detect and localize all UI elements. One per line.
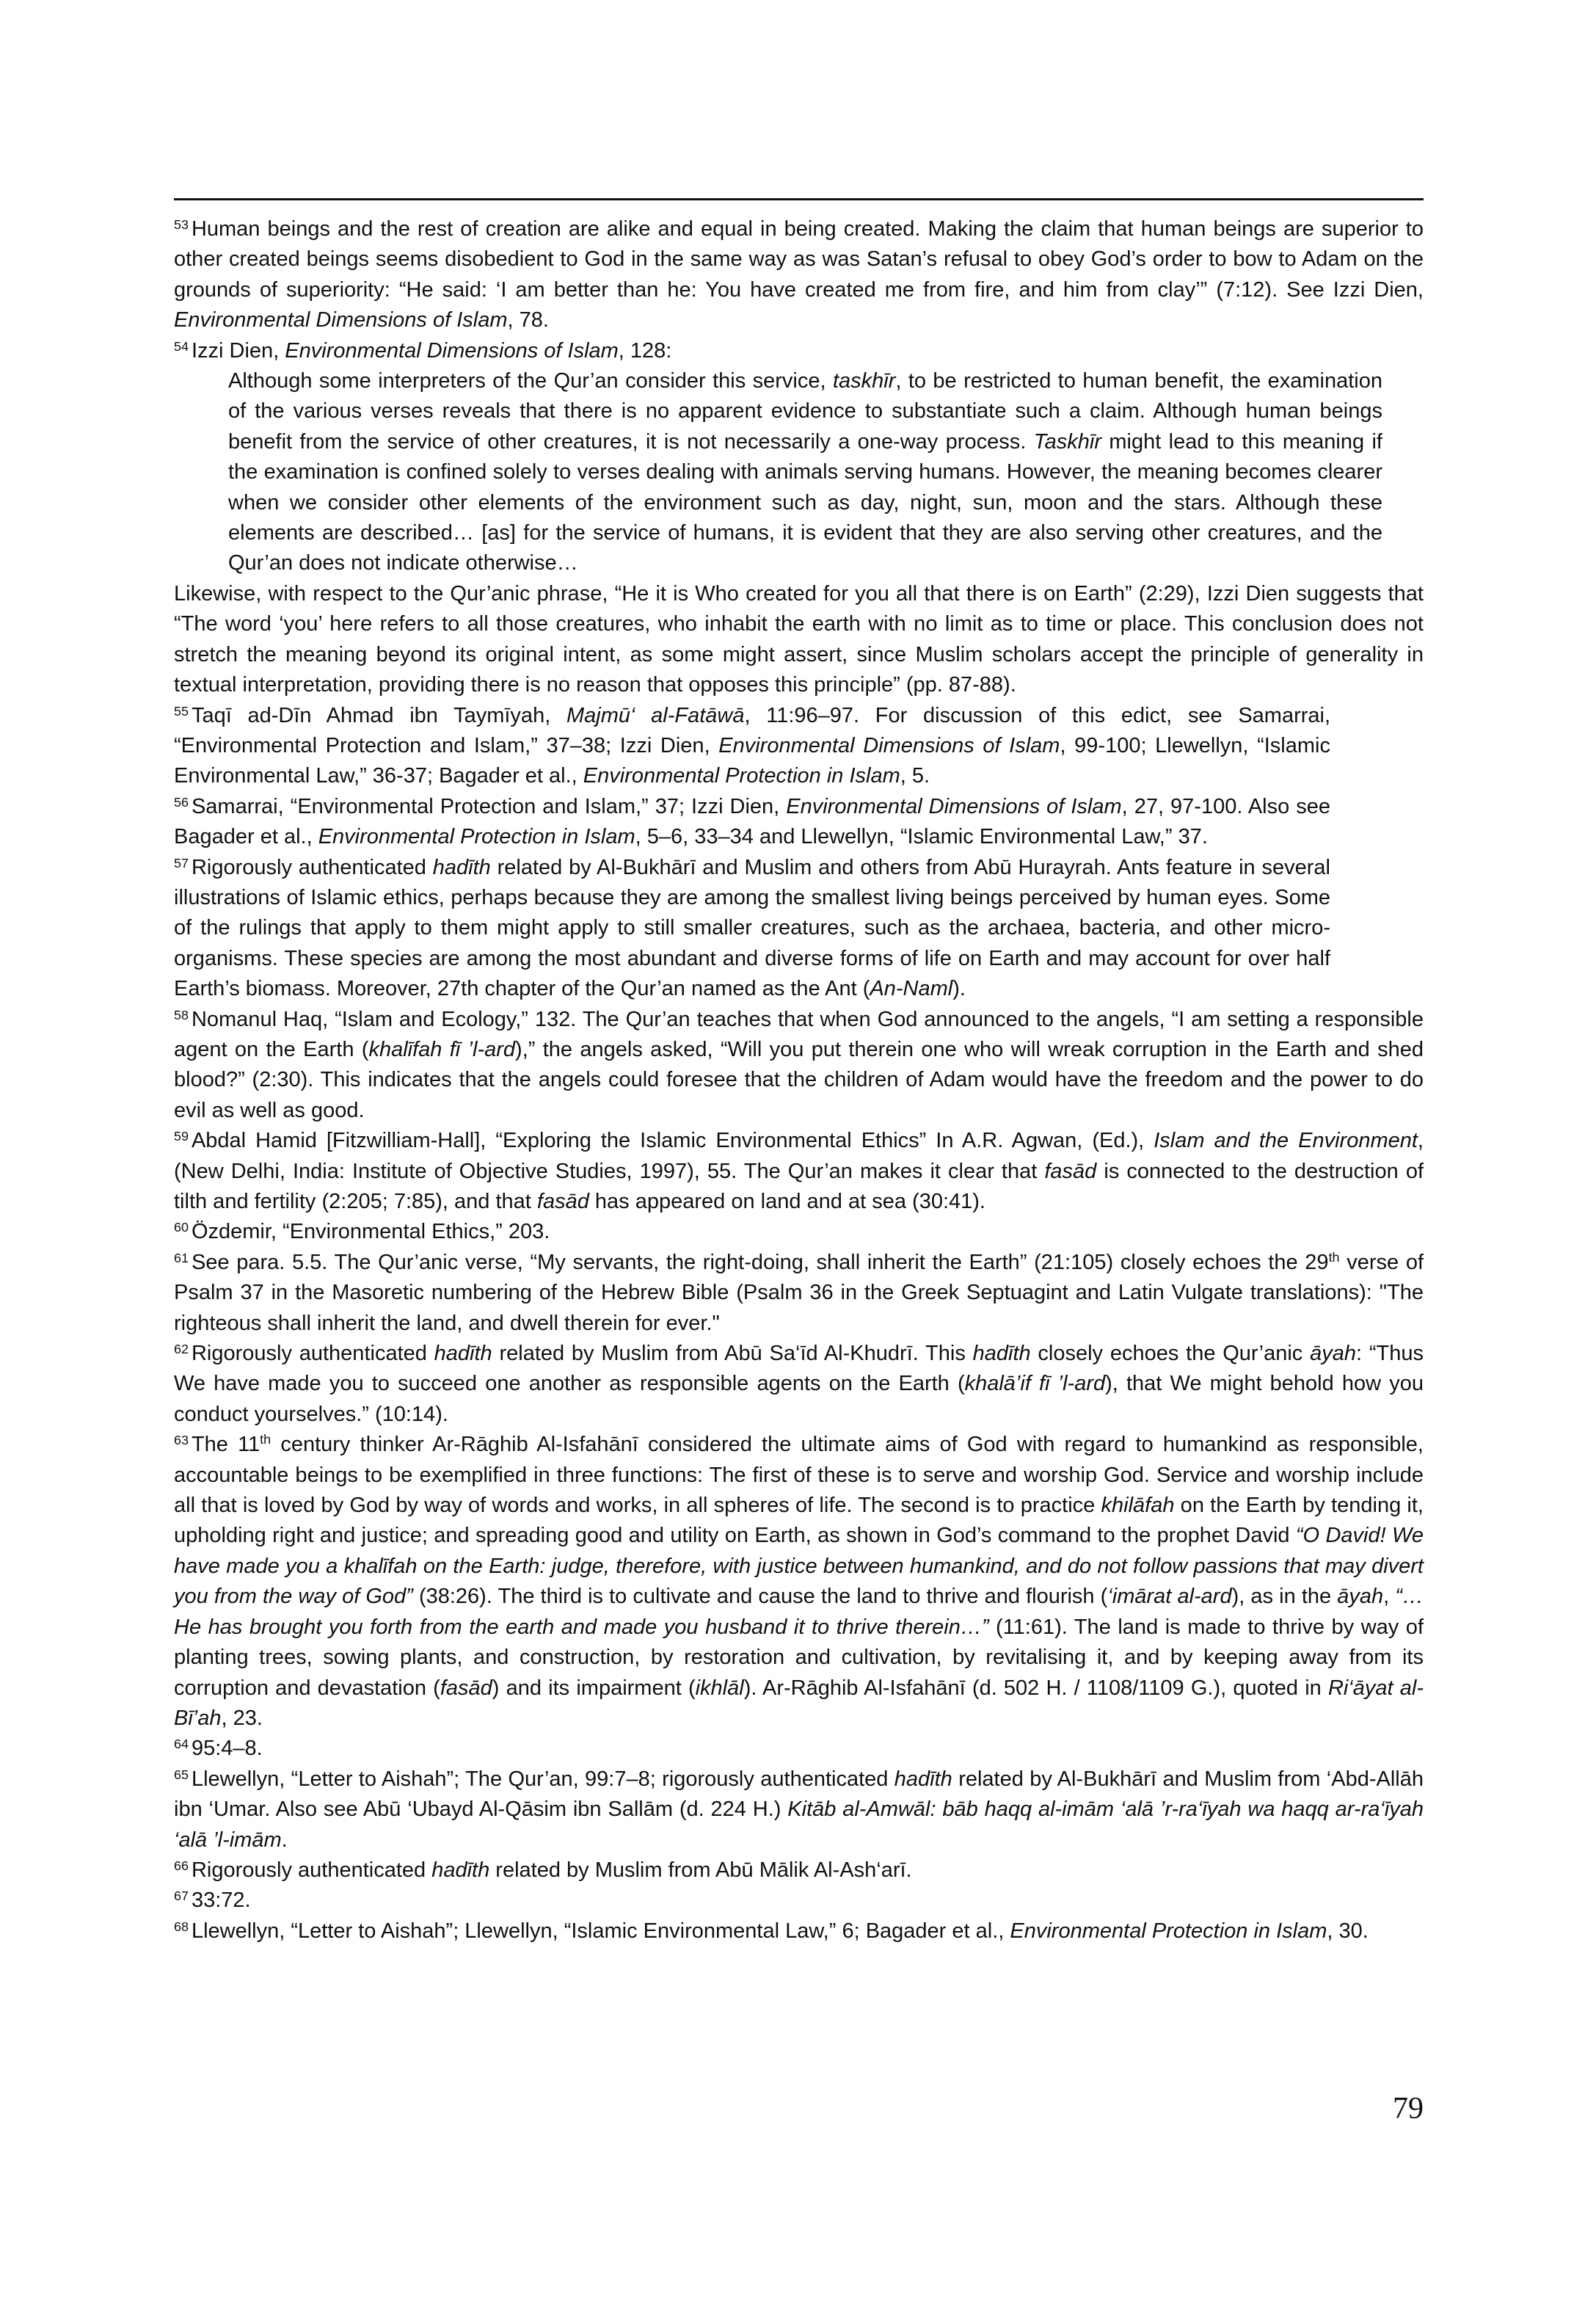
footnote-text: [174, 1916, 1424, 1946]
footnote-number: 64: [174, 1737, 189, 1752]
italic-text-run: fasād: [440, 1676, 492, 1700]
footnote-text: [174, 1005, 1424, 1127]
block-quote: [228, 366, 1382, 579]
text-run: Özdemir, “Environmental Ethics,” 203.: [191, 1220, 550, 1244]
text-run: Izzi Dien,: [191, 338, 285, 363]
superscript-text: th: [1328, 1249, 1340, 1265]
italic-text-run: Environmental Dimensions of Islam: [285, 338, 619, 363]
italic-text-run: ikhlāl: [695, 1676, 744, 1700]
footnote-63: [174, 1430, 1424, 1734]
footnote-text: [174, 701, 1330, 792]
italic-text-run: fasād: [536, 1190, 589, 1213]
text-run: : “Thus We have made you to succeed one another as responsible agents on the Earth (: [174, 1342, 1424, 1396]
footnote-text: [174, 1886, 1424, 1916]
footnote-number: 66: [174, 1858, 189, 1873]
footnote-text: [174, 336, 1424, 366]
text-run: , 78.: [507, 308, 549, 332]
text-run: (38:26). The third is to cultivate and cause the land to thrive and flourish (: [412, 1585, 1108, 1609]
footnote-text: [174, 1855, 1424, 1886]
footnote-separator: [174, 198, 1424, 200]
italic-text-run: āyah: [1337, 1585, 1384, 1609]
footnote-text: [174, 1126, 1424, 1217]
footnote-58: [174, 1005, 1424, 1127]
text-run: , 30.: [1327, 1919, 1369, 1943]
footnote-text: [174, 1764, 1424, 1855]
text-run: related by Al-Bukhārī and Muslim from ‘Abd-Allāh ibn ‘Umar. Also see Abū ‘Ubayd Al-Qāsim ibn Sallām (d. 224 H.): [174, 1767, 1424, 1822]
text-run: ,: [1383, 1585, 1396, 1609]
footnote-text: [174, 1734, 1424, 1764]
footnote-53: [174, 214, 1424, 336]
italic-text-run: Majmū‘ al-Fatāwā: [566, 703, 745, 727]
footnote-number: 56: [174, 794, 189, 810]
footnote-55: [174, 701, 1330, 792]
footnote-62: [174, 1339, 1424, 1430]
text-run: Rigorously authenticated: [191, 1858, 432, 1882]
text-run: Nomanul Haq, “Islam and Ecology,” 132. The Qur’an teaches that when God announced to the angels, “I am setting a responsible agent on the Earth (: [174, 1007, 1424, 1061]
footnote-list: [174, 214, 1424, 1946]
footnote-text: [174, 792, 1330, 853]
footnote-number: 55: [174, 703, 189, 719]
italic-text-run: hadīth: [972, 1342, 1031, 1366]
footnote-number: 57: [174, 855, 189, 870]
italic-text-run: Environmental Dimensions of Islam: [786, 794, 1122, 818]
italic-text-run: “O David! We have made you a khalīfah on the Earth: judge, therefore, with justice between humankind, and do not follow passions that may divert you from the way of God”: [174, 1524, 1424, 1609]
italic-text-run: Environmental Protection in Islam: [583, 764, 900, 788]
text-run: Human beings and the rest of creation are alike and equal in being created. Making the claim that human beings are superior to other created beings seems disobedient to God in the same way as was Satan’s refusal to obey God’s order to bow to Adam on the grounds of superiority: “He said: ‘I am better than he: You have created me from fire, and him from clay’” (7:12). See Izzi Dien,: [174, 217, 1424, 302]
text-run: Rigorously authenticated: [191, 855, 433, 879]
italic-text-run: ‘imārat al-ard: [1107, 1585, 1232, 1609]
text-run: , 5–6, 33–34 and Llewellyn, “Islamic Environmental Law,” 37.: [635, 825, 1208, 849]
italic-text-run: khilāfah: [1101, 1494, 1175, 1518]
footnote-60: [174, 1217, 1424, 1247]
text-run: 33:72.: [191, 1889, 251, 1913]
text-run: , (New Delhi, India: Institute of Objective Studies, 1997), 55. The Qur’an makes it clear that: [174, 1129, 1424, 1183]
text-run: Taqī ad-Dīn Ahmad ibn Taymīyah,: [191, 703, 566, 727]
italic-text-run: khalīfah fī ’l-ard: [368, 1037, 516, 1061]
italic-text-run: Environmental Dimensions of Islam: [174, 308, 508, 332]
footnote-65: [174, 1764, 1424, 1855]
footnote-text: [174, 214, 1424, 336]
footnote-text: [174, 853, 1330, 1005]
text-run: on the Earth by tending it, upholding right and justice; and spreading good and utility on Earth, as shown in God’s command to the prophet David: [174, 1494, 1424, 1548]
footnote-56: [174, 792, 1330, 853]
text-run: related by Muslim from Abū Mālik Al-Ash‘arī.: [489, 1858, 912, 1882]
footnote-68: [174, 1916, 1424, 1946]
text-run: (11:61). The land is made to thrive by way of planting trees, sowing plants, and construction, by restoration and cultivation, by revitalising it, and by keeping away from its corruption and devastation (: [174, 1615, 1424, 1700]
text-run: Llewellyn, “Letter to Aishah”; The Qur’an, 99:7–8; rigorously authenticated: [191, 1767, 894, 1791]
text-run: ). Ar-Rāghib Al-Isfahānī (d. 502 H. / 1108/1109 G.), quoted in: [743, 1676, 1328, 1700]
text-run: is connected to the destruction of tilth and fertility (2:205; 7:85), and that: [174, 1159, 1424, 1213]
footnote-number: 68: [174, 1919, 189, 1934]
text-run: century thinker Ar-Rāghib Al-Isfahānī considered the ultimate aims of God with regard to humankind as responsible, accountable beings to be exemplified in three functions: The first of these is to serve and worship God. Service and worship include all that is loved by God by way of words and works, in all spheres of life. The second is to practice: [174, 1433, 1424, 1518]
text-run: , 128:: [618, 338, 672, 363]
text-run: related by Al-Bukhārī and Muslim and others from Abū Hurayrah. Ants feature in several illustrations of Islamic ethics, perhaps because they are among the smallest living beings perceived by human eyes. Some of the rulings that apply to them might apply to still smaller creatures, such as the archaea, bacteria, and other micro-organisms. These species are among the most abundant and diverse forms of life on Earth and may account for over half Earth’s biomass. Moreover, 27th chapter of the Qur’an named as the Ant (: [174, 855, 1330, 1001]
italic-text-run: An-Naml: [870, 977, 953, 1001]
text-run: ).: [952, 977, 966, 1001]
text-run: , 99-100; Llewellyn, “Islamic Environmental Law,” 36-37; Bagader et al.,: [174, 733, 1330, 788]
footnote-64: [174, 1734, 1424, 1764]
page-number: 79: [1393, 2092, 1424, 2126]
text-run: Although some interpreters of the Qur’an consider this service,: [228, 369, 833, 393]
text-run: ), that We might behold how you conduct yourselves.” (10:14).: [174, 1372, 1424, 1426]
italic-text-run: Environmental Protection in Islam: [1010, 1919, 1327, 1943]
italic-text-run: Taskhīr: [1033, 429, 1102, 454]
text-run: has appeared on land and at sea (30:41).: [589, 1190, 985, 1213]
italic-text-run: taskhīr: [832, 369, 896, 393]
text-run: closely echoes the Qur’anic: [1030, 1342, 1311, 1366]
footnote-59: [174, 1126, 1424, 1217]
footnote-66: [174, 1855, 1424, 1886]
footnote-text: [174, 1248, 1424, 1339]
italic-text-run: hadīth: [432, 855, 491, 879]
text-run: , 27, 97-100. Also see Bagader et al.,: [174, 794, 1331, 849]
italic-text-run: khalā’if fī ’l-ard: [964, 1372, 1106, 1396]
text-run: Samarrai, “Environmental Protection and Islam,” 37; Izzi Dien,: [191, 794, 787, 818]
text-run: See para. 5.5. The Qur’anic verse, “My servants, the right-doing, shall inherit the Earth” (21:105) closely echoes the 29: [191, 1250, 1329, 1274]
text-run: .: [281, 1828, 288, 1852]
text-run: ), as in the: [1231, 1585, 1338, 1609]
footnote-number: 60: [174, 1220, 189, 1235]
text-run: , 5.: [900, 764, 930, 788]
text-run: verse of Psalm 37 in the Masoretic numbering of the Hebrew Bible (Psalm 36 in the Greek Septuagint and Latin Vulgate translations): "The righteous shall inherit the land, and dwell therein for ever.": [174, 1250, 1424, 1335]
footnote-57: [174, 853, 1330, 1005]
footnote-54: [174, 336, 1424, 701]
footnote-paragraph: [174, 579, 1424, 701]
text-run: ) and its impairment (: [492, 1676, 696, 1700]
italic-text-run: Environmental Protection in Islam: [318, 825, 635, 849]
text-run: might lead to this meaning if the examination is confined solely to verses dealing with animals serving humans. However, the meaning becomes clearer when we consider other elements of the environment such as day, night, sun, moon and the stars. Although these elements are described… [as] for the service of humans, it is evident that they are also serving other creatures, and the Qur’an does not indicate otherwise…: [228, 429, 1382, 575]
italic-text-run: hadīth: [894, 1767, 952, 1791]
footnote-number: 58: [174, 1007, 189, 1022]
footnote-number: 53: [174, 217, 189, 233]
text-run: Rigorously authenticated: [191, 1342, 434, 1366]
footnote-text: [174, 1217, 1424, 1247]
italic-text-run: āyah: [1310, 1342, 1356, 1366]
italic-text-run: Ri‘āyat al-Bī’ah: [174, 1676, 1424, 1730]
text-run: Abdal Hamid [Fitzwilliam-Hall], “Exploring the Islamic Environmental Ethics” In A.R. Agwan, (Ed.),: [191, 1129, 1154, 1153]
footnote-67: [174, 1886, 1424, 1916]
footnote-number: 67: [174, 1889, 189, 1904]
text-run: Likewise, with respect to the Qur’anic phrase, “He it is Who created for you all that there is on Earth” (2:29), Izzi Dien suggests that “The word ‘you’ here refers to all those creatures, who inhabit the earth with no limit as to time or place. This conclusion does not stretch the meaning beyond its original intent, as some might assert, since Muslim scholars accept the principle of generality in textual interpretation, providing there is no reason that opposes this principle” (pp. 87-88).: [174, 581, 1424, 697]
text-run: related by Muslim from Abū Sa‘īd Al-Khudrī. This: [492, 1342, 973, 1366]
italic-text-run: fasād: [1044, 1159, 1097, 1183]
footnote-text: [174, 1339, 1424, 1430]
italic-text-run: Kitāb al-Amwāl: bāb haqq al-imām ‘alā ’r-ra‘īyah wa haqq ar-ra‘īyah ‘alā ’l-imām: [174, 1797, 1424, 1852]
text-run: The 11: [191, 1433, 260, 1457]
italic-text-run: Environmental Dimensions of Islam: [718, 733, 1060, 757]
text-run: , 23.: [221, 1706, 263, 1730]
footnote-61: [174, 1248, 1424, 1339]
italic-text-run: “…He has brought you forth from the earth and made you husband it to thrive therein…”: [174, 1585, 1424, 1639]
text-run: 95:4–8.: [191, 1737, 263, 1761]
italic-text-run: hadīth: [431, 1858, 490, 1882]
footnote-number: 65: [174, 1767, 189, 1782]
italic-text-run: hadīth: [434, 1342, 492, 1366]
footnote-number: 54: [174, 338, 189, 354]
footnote-number: 62: [174, 1342, 189, 1357]
footnote-number: 59: [174, 1129, 189, 1144]
text-run: , to be restricted to human benefit, the examination of the various verses reveals that there is no apparent evidence to substantiate such a claim. Although human beings benefit from the service of other creatures, it is not necessarily a one-way process.: [228, 369, 1383, 454]
text-run: , 11:96–97. For discussion of this edict, see Samarrai, “Environmental Protection and Islam,” 37–38; Izzi Dien,: [174, 703, 1331, 757]
footnote-text: [174, 1430, 1424, 1734]
text-run: ),” the angels asked, “Will you put therein one who will wreak corruption in the Earth and shed blood?” (2:30). This indicates that the angels could foresee that the children of Adam would have the freedom and the power to do evil as well as good.: [174, 1037, 1424, 1122]
footnote-number: 63: [174, 1433, 189, 1448]
text-run: Llewellyn, “Letter to Aishah”; Llewellyn, “Islamic Environmental Law,” 6; Bagader et al.,: [191, 1919, 1010, 1943]
superscript-text: th: [260, 1432, 272, 1447]
italic-text-run: Islam and the Environment: [1154, 1129, 1418, 1153]
footnote-number: 61: [174, 1250, 189, 1265]
